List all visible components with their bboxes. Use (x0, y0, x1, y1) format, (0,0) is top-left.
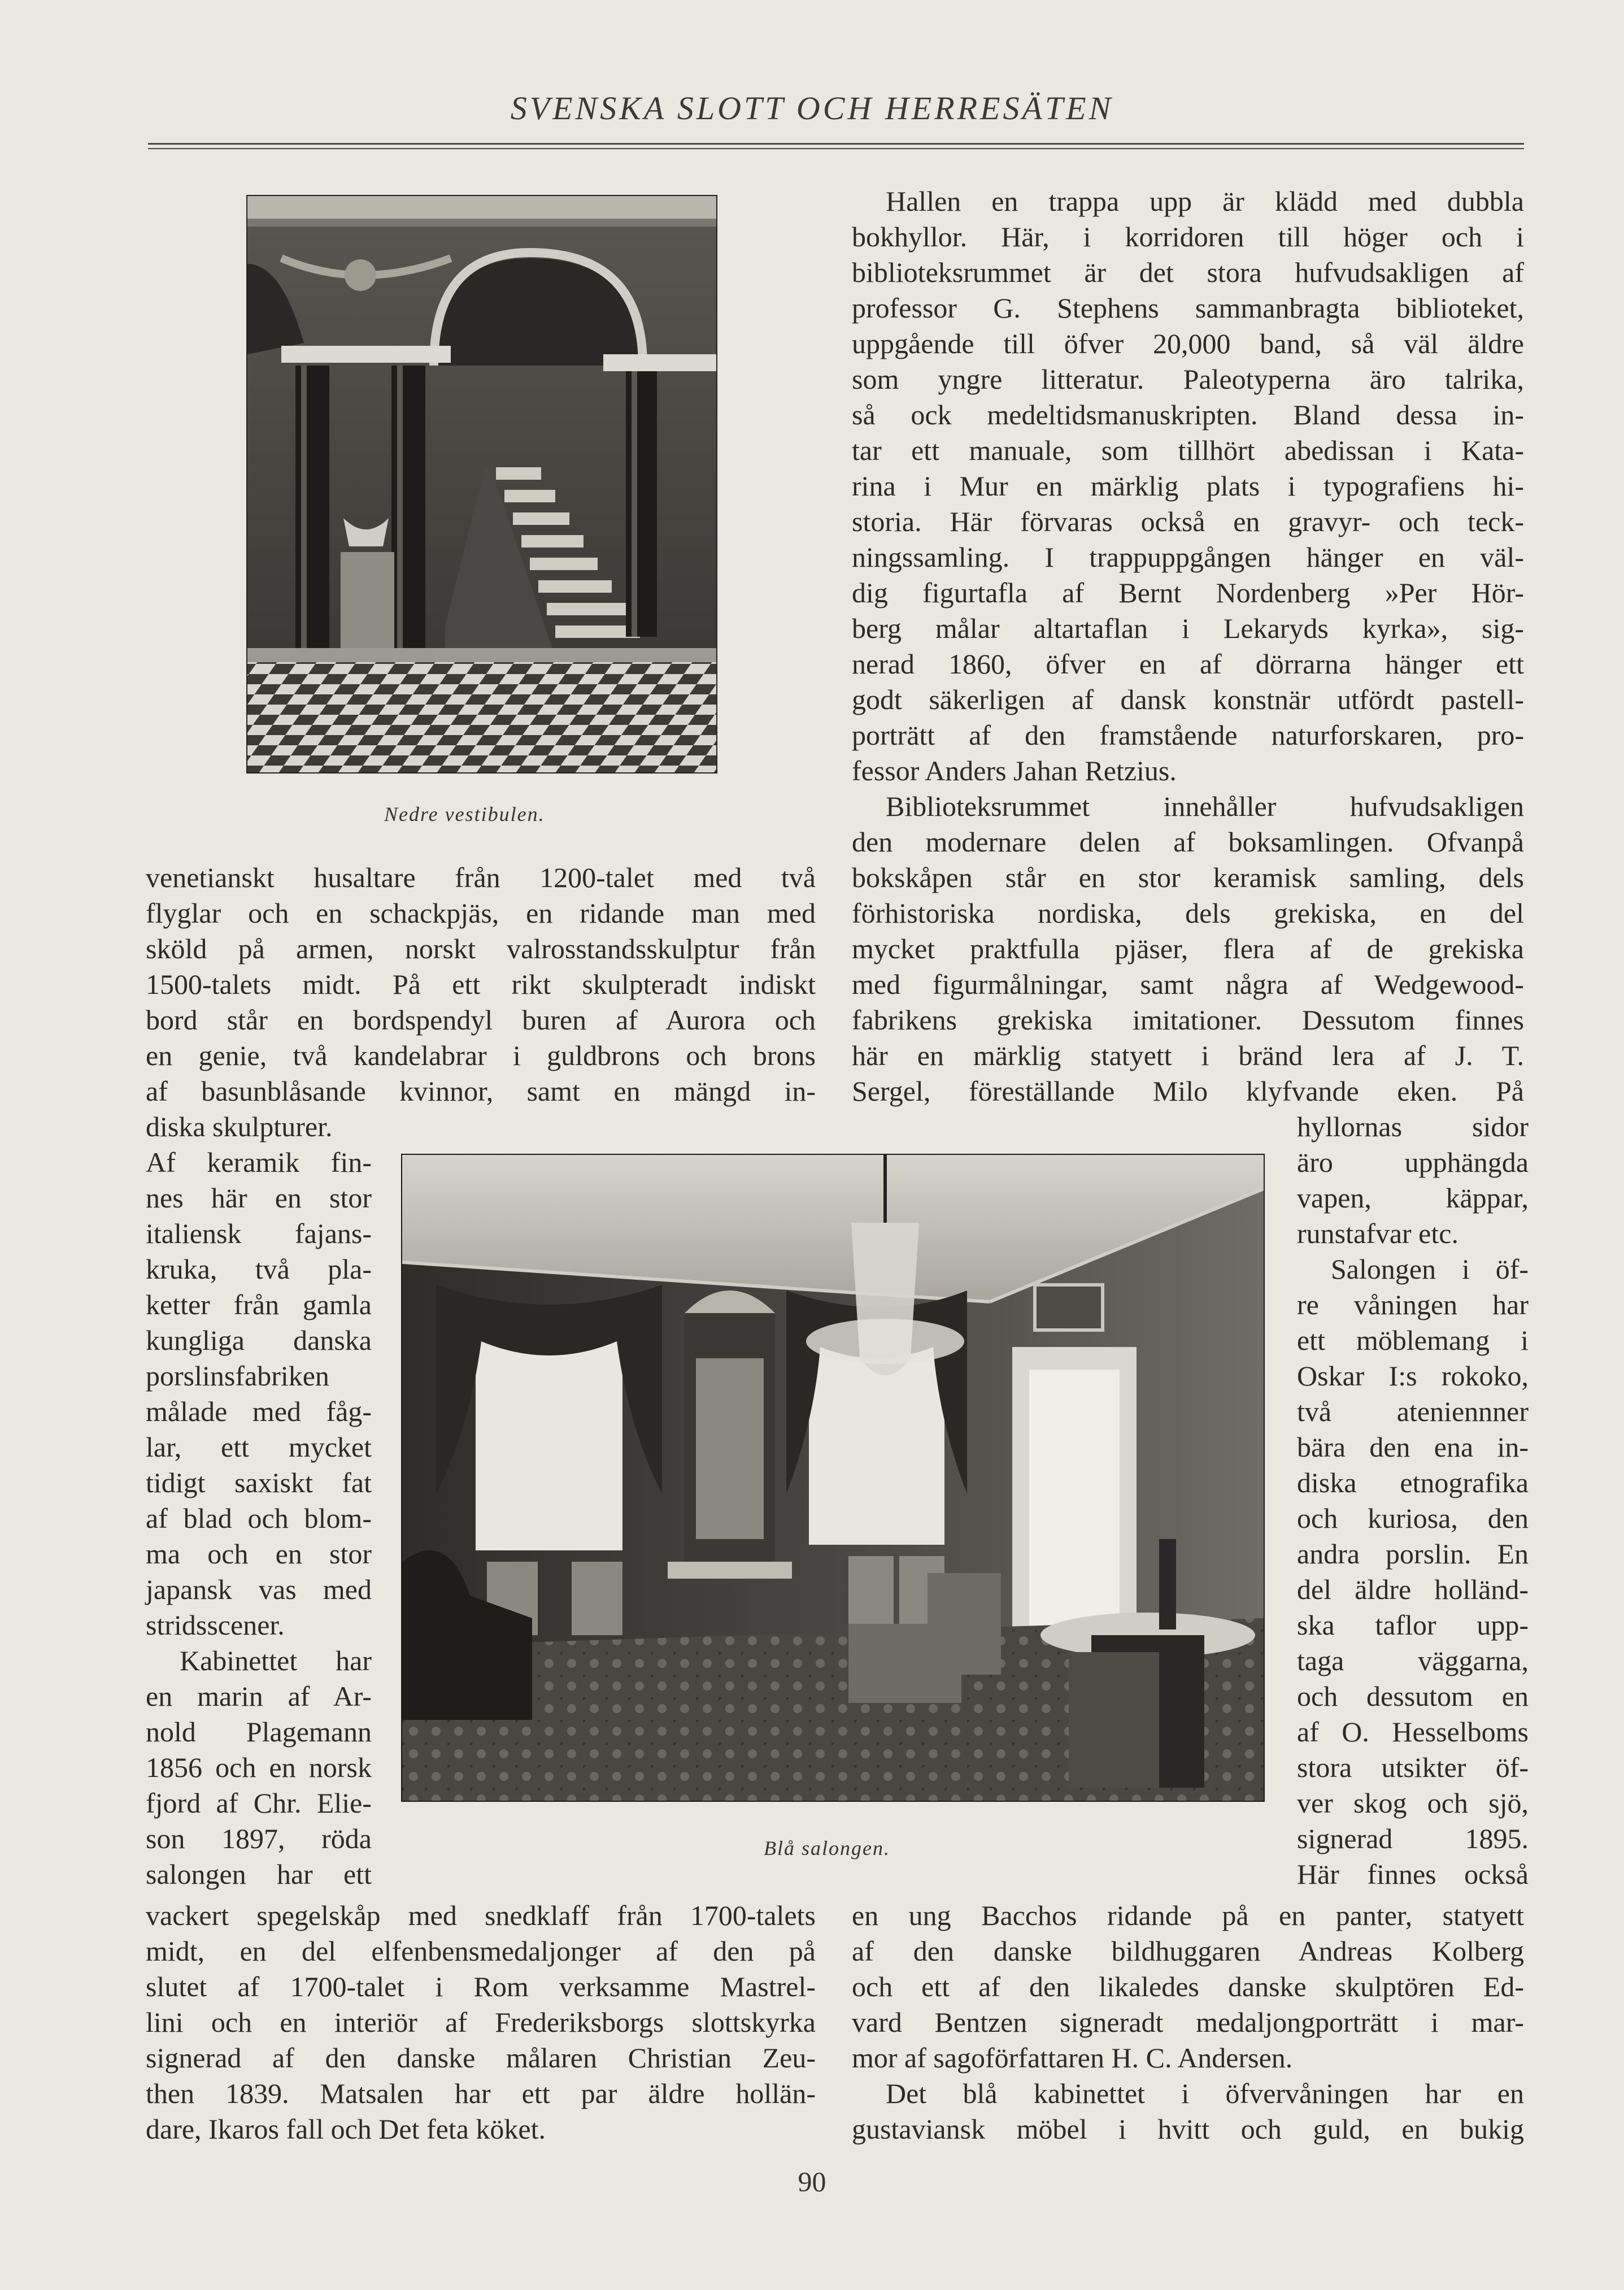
text-line: salongen har ett (146, 1858, 372, 1890)
text-line: andra porslin. En (1297, 1538, 1529, 1570)
text-line: mycket praktfulla pjäser, flera af de grekiska (852, 933, 1524, 964)
text-line: Sergel, föreställande Milo klyfvande eken. På (852, 1075, 1524, 1107)
text-line: fessor Anders Jahan Retzius. (852, 755, 1177, 786)
text-line: italiensk fajans- (146, 1218, 372, 1249)
text-line: nes här en stor (146, 1182, 372, 1214)
text-line: nold Plagemann (146, 1716, 372, 1748)
text-line: så ock medeltidsmanuskripten. Bland dessa in- (852, 399, 1524, 431)
text-line: ketter från gamla (146, 1289, 372, 1320)
text-line: fabrikens grekiska imitationer. Dessutom finnes (852, 1004, 1524, 1036)
blue-salon-photo (401, 1154, 1265, 1802)
text-line: nerad 1860, öfver en af dörrarna hänger ett (852, 648, 1524, 680)
text-line: och kuriosa, den (1297, 1502, 1529, 1534)
text-line: professor G. Stephens sammanbragta biblioteket, (852, 292, 1524, 324)
text-line: en marin af Ar- (146, 1680, 372, 1712)
text-line: af O. Hesselboms (1297, 1716, 1529, 1748)
text-line: storia. Här förvaras också en gravyr- och teck- (852, 506, 1524, 537)
vestibule-caption: Nedre vestibulen. (384, 803, 545, 825)
text-line: berg målar altartaflan i Lekaryds kyrka», sig- (852, 612, 1524, 644)
header-rule-thick (148, 143, 1524, 145)
text-line: Biblioteksrummet innehåller hufvudsakligen (886, 790, 1524, 822)
text-line: lini och en interiör af Frederiksborgs slottskyrka (146, 2006, 816, 2038)
text-line: ningssamling. I trappuppgången hänger en väl- (852, 541, 1524, 573)
text-line: slutet af 1700-talet i Rom verksamme Mastrel- (146, 1971, 816, 2002)
text-line: venetianskt husaltare från 1200-talet med två (146, 862, 816, 893)
text-line: godt säkerligen af dansk konstnär utfördt pastell- (852, 684, 1524, 715)
text-line: japansk vas med (146, 1574, 372, 1605)
text-line: lar, ett mycket (146, 1431, 372, 1463)
text-line: signerad 1895. (1297, 1823, 1529, 1854)
text-line: taga väggarna, (1297, 1645, 1529, 1676)
text-line: med figurmålningar, samt några af Wedgewood- (852, 968, 1524, 1000)
text-line: bord står en bordspendyl buren af Aurora och (146, 1004, 816, 1036)
text-line: vackert spegelskåp med snedklaff från 1700-talets (146, 1900, 816, 1931)
text-line: stora utsikter öf- (1297, 1752, 1529, 1783)
text-line: sköld på armen, norskt valrosstandsskulptur från (146, 933, 816, 964)
text-line: tidigt saxiskt fat (146, 1467, 372, 1498)
text-line: ma och en stor (146, 1538, 372, 1570)
text-line: re våningen har (1297, 1289, 1529, 1320)
text-line: här en märklig statyett i bränd lera af J. T. (852, 1040, 1524, 1071)
vestibule-illustration (247, 196, 716, 772)
text-line: kungliga danska (146, 1324, 372, 1356)
text-line: förhistoriska nordiska, dels grekiska, en del (852, 897, 1524, 929)
text-line: af blad och blom- (146, 1502, 372, 1534)
text-line: midt, en del elfenbensmedaljonger af den på (146, 1935, 816, 1967)
text-line: af basunblåsande kvinnor, samt en mängd in- (146, 1075, 816, 1107)
text-line: vard Bentzen signeradt medaljongporträtt i mar- (852, 2006, 1524, 2038)
text-line: och ett af den likaledes danske skulptören Ed- (852, 1971, 1524, 2002)
text-line: en ung Bacchos ridande på en panter, statyett (852, 1900, 1524, 1931)
text-line: gustaviansk möbel i hvitt och guld, en bukig (852, 2113, 1524, 2145)
text-line: målade med fåg- (146, 1396, 372, 1427)
text-line: kruka, två pla- (146, 1253, 372, 1285)
text-line: hyllornas sidor (1297, 1111, 1529, 1142)
text-line: Kabinettet har (180, 1645, 372, 1676)
page-number: 90 (798, 2166, 826, 2197)
text-line: tar ett manuale, som tillhört abedissan i Kata- (852, 434, 1524, 466)
text-line: del äldre holländ- (1297, 1574, 1529, 1605)
text-line: dare, Ikaros fall och Det feta köket. (146, 2113, 546, 2145)
text-line: af den danske bildhuggaren Andreas Kolberg (852, 1935, 1524, 1967)
text-line: son 1897, röda (146, 1823, 372, 1854)
running-title: SVENSKA SLOTT OCH HERRESÄTEN (510, 90, 1114, 127)
text-line: signerad af den danske målaren Christian Zeu- (146, 2042, 816, 2074)
text-line: rina i Mur en märklig plats i typografiens hi- (852, 470, 1524, 502)
text-line: biblioteksrummet är det stora hufvudsakligen af (852, 257, 1524, 288)
text-line: Det blå kabinettet i öfvervåningen har en (886, 2078, 1524, 2109)
text-line: bokskåpen står en stor keramisk samling, dels (852, 862, 1524, 893)
text-line: fjord af Chr. Elie- (146, 1787, 372, 1819)
text-line: uppgående till öfver 20,000 band, så väl äldre (852, 328, 1524, 359)
vestibule-photo (246, 195, 717, 774)
text-line: flyglar och en schackpjäs, en ridande man med (146, 897, 816, 929)
header-rule-thin (148, 148, 1524, 149)
text-line: ett möblemang i (1297, 1324, 1529, 1356)
blue-salon-illustration (402, 1155, 1264, 1801)
text-line: then 1839. Matsalen har ett par äldre hollän- (146, 2078, 816, 2109)
text-line: bära den ena in- (1297, 1431, 1529, 1463)
text-line: två ateniennner (1297, 1396, 1529, 1427)
text-line: Oskar I:s rokoko, (1297, 1360, 1529, 1392)
text-line: Salongen i öf- (1331, 1253, 1529, 1285)
text-line: ska taflor upp- (1297, 1609, 1529, 1641)
text-line: Här finnes också (1297, 1858, 1529, 1890)
text-line: mor af sagoförfattaren H. C. Andersen. (852, 2042, 1293, 2074)
text-line: Hallen en trappa upp är klädd med dubbla (886, 185, 1524, 217)
text-line: som yngre litteratur. Paleotyperna äro talrika, (852, 363, 1524, 395)
text-line: en genie, två kandelabrar i guldbrons och brons (146, 1040, 816, 1071)
text-line: bokhyllor. Här, i korridoren till höger och i (852, 221, 1524, 253)
blue-salon-caption: Blå salongen. (764, 1837, 890, 1859)
text-line: porslinsfabriken (146, 1360, 329, 1392)
text-line: dig figurtafla af Bernt Nordenberg »Per Hör- (852, 577, 1524, 609)
text-line: diska etnografika (1297, 1467, 1529, 1498)
text-line: 1500-talets midt. På ett rikt skulpteradt indiskt (146, 968, 816, 1000)
text-line: runstafvar etc. (1297, 1218, 1458, 1249)
text-line: ver skog och sjö, (1297, 1787, 1529, 1819)
text-line: diska skulpturer. (146, 1111, 333, 1142)
text-line: vapen, käppar, (1297, 1182, 1529, 1214)
text-line: porträtt af den framstående naturforskaren, pro- (852, 719, 1524, 751)
text-line: 1856 och en norsk (146, 1752, 372, 1783)
text-line: Af keramik fin- (146, 1146, 372, 1178)
text-line: och dessutom en (1297, 1680, 1529, 1712)
text-line: äro upphängda (1297, 1146, 1529, 1178)
text-line: den modernare delen af boksamlingen. Ofvanpå (852, 826, 1524, 858)
text-line: stridsscener. (146, 1609, 285, 1641)
